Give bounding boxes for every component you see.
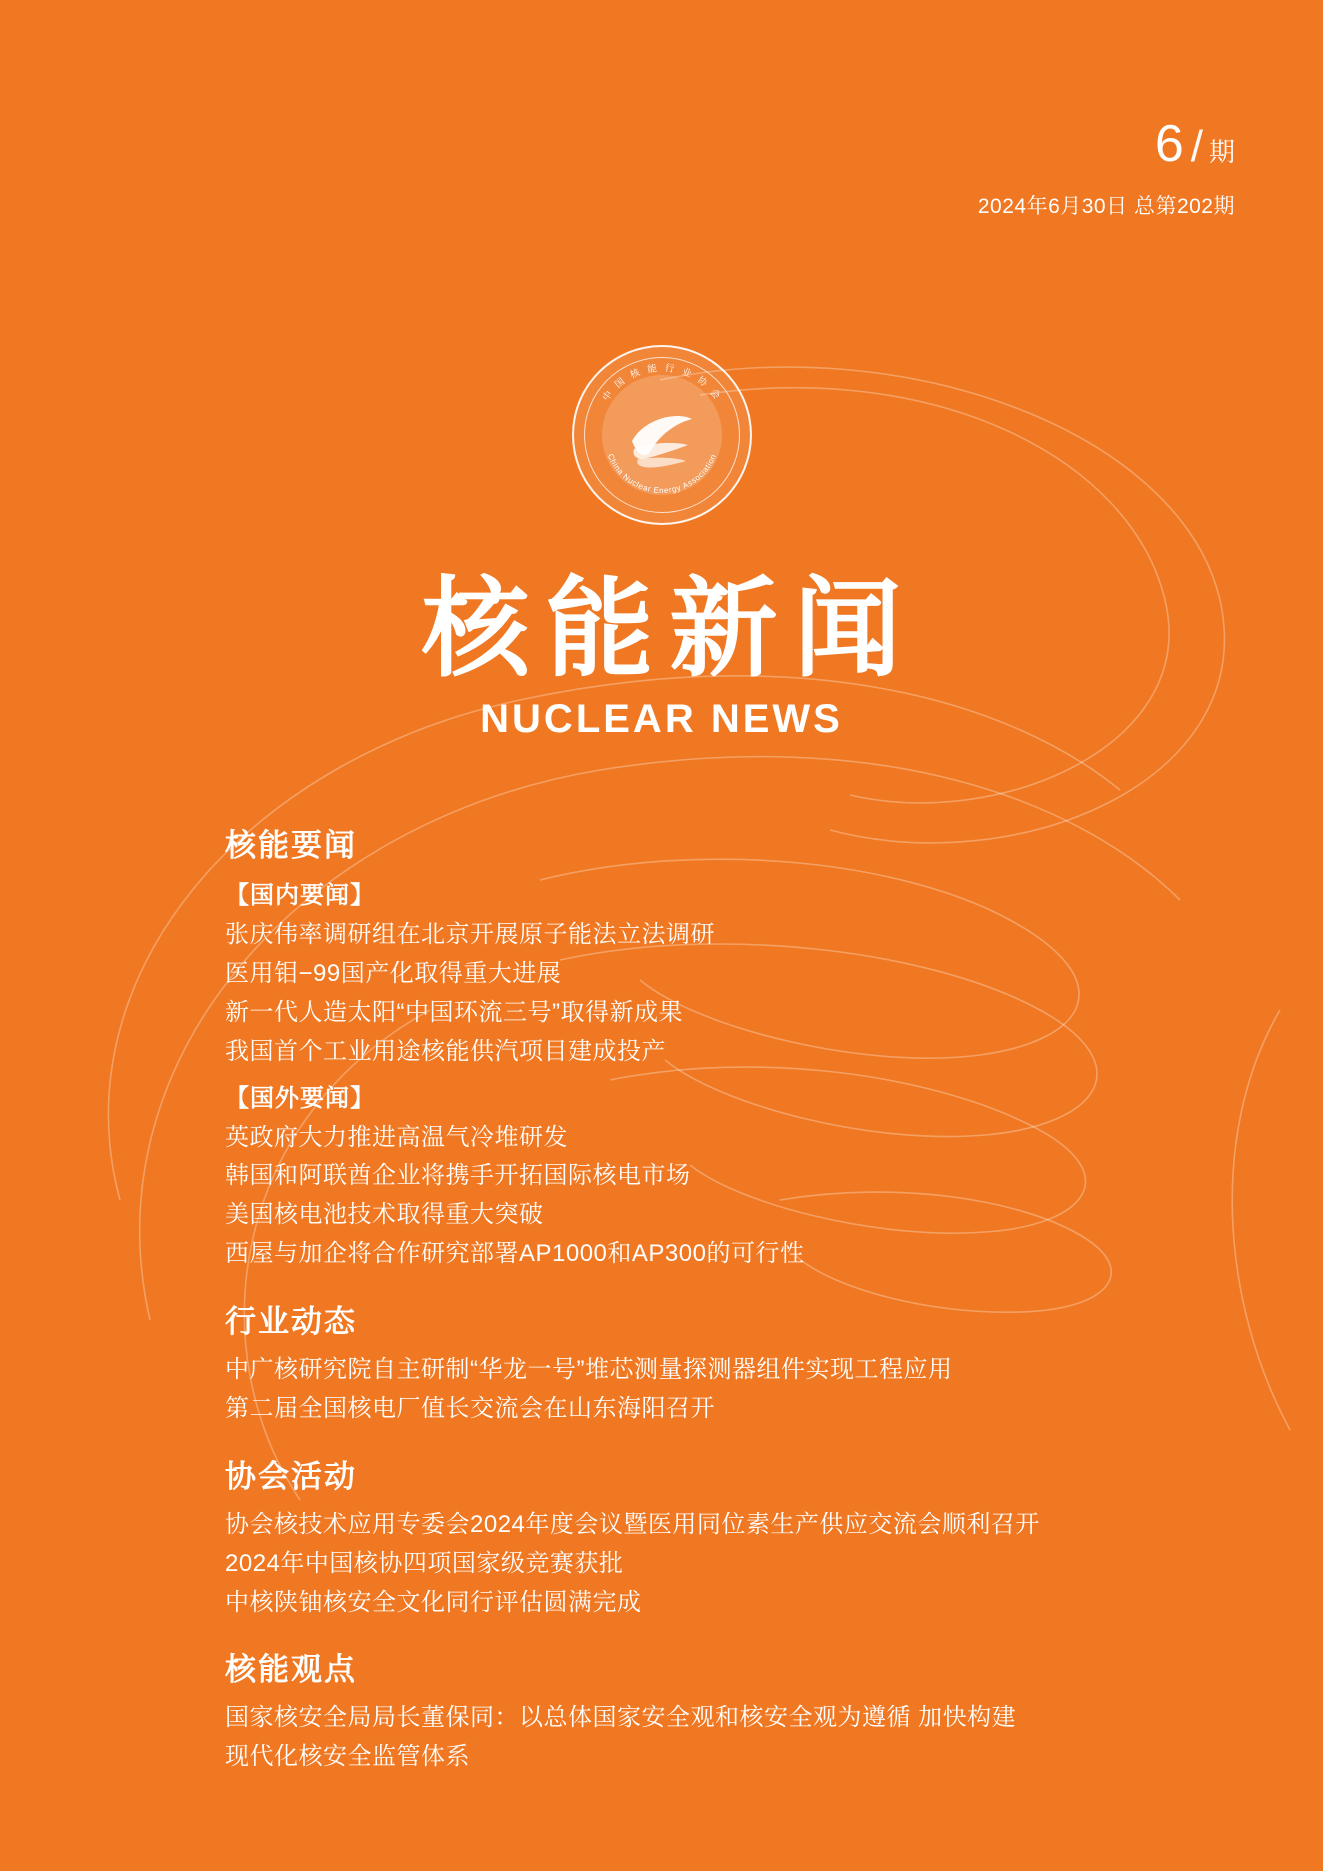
toc-entry[interactable]: 美国核电池技术取得重大突破 xyxy=(225,1201,544,1229)
toc-entry[interactable]: 国家核安全局局长董保同：以总体国家安全观和核安全观为遵循 加快构建 xyxy=(225,1704,1017,1732)
toc-entry[interactable]: 中广核研究院自主研制“华龙一号”堆芯测量探测器组件实现工程应用 xyxy=(225,1356,953,1383)
toc-section-heading: 核能要闻 xyxy=(225,828,357,863)
toc-entry[interactable]: 中核陕铀核安全文化同行评估圆满完成 xyxy=(225,1588,642,1616)
toc-entry[interactable]: 我国首个工业用途核能供汽项目建成投产 xyxy=(225,1037,666,1065)
toc-section-heading: 协会活动 xyxy=(225,1458,357,1494)
table-of-contents xyxy=(225,820,1173,1777)
toc-entry[interactable]: 2024年中国核协四项国家级竞赛获批 xyxy=(225,1549,624,1577)
toc-section-heading: 行业动态 xyxy=(225,1304,357,1339)
logo-artwork-icon xyxy=(572,345,752,525)
issue-date: 2024年6月30日 总第202期 xyxy=(977,195,1235,218)
toc-entry[interactable]: 英政府大力推进高温气冷堆研发 xyxy=(225,1123,568,1151)
toc-entry[interactable]: 张庆伟率调研组在北京开展原子能法立法调研 xyxy=(225,921,715,948)
svg-text:中 国 核 能 行 业 协 会: 中 国 核 能 行 业 协 会 xyxy=(600,362,723,404)
toc-entry[interactable]: 协会核技术应用专委会2024年度会议暨医用同位素生产供应交流会顺利召开 xyxy=(225,1510,1040,1538)
issue-unit-label: 期 xyxy=(1208,137,1235,167)
masthead xyxy=(0,570,1323,742)
issue-number-line xyxy=(978,115,1235,173)
issue-number: 6 xyxy=(1154,115,1185,173)
svg-text:China Nuclear Energy Associati: China Nuclear Energy Association xyxy=(605,452,718,496)
toc-entry[interactable]: 现代化核安全监管体系 xyxy=(225,1743,470,1771)
issue-separator: / xyxy=(1190,122,1203,171)
toc-entry[interactable]: 韩国和阿联酋企业将携手开拓国际核电市场 xyxy=(225,1162,691,1190)
toc-entry[interactable]: 西屋与加企将合作研究部署AP1000和AP300的可行性 xyxy=(225,1240,805,1268)
toc-subheading: 【国内要闻】 xyxy=(225,882,375,909)
toc-entry[interactable]: 第二届全国核电厂值长交流会在山东海阳召开 xyxy=(225,1394,715,1422)
toc-subheading: 【国外要闻】 xyxy=(225,1084,375,1112)
toc-section-heading: 核能观点 xyxy=(225,1652,357,1688)
association-logo xyxy=(572,345,752,525)
page-title-cn: 核能新闻 xyxy=(421,568,918,689)
page-title-en: NUCLEAR NEWS xyxy=(480,696,843,741)
issue-block xyxy=(977,115,1235,220)
toc-entry[interactable]: 医用钼−99国产化取得重大进展 xyxy=(225,959,562,987)
toc-entry[interactable]: 新一代人造太阳“中国环流三号”取得新成果 xyxy=(225,998,683,1026)
